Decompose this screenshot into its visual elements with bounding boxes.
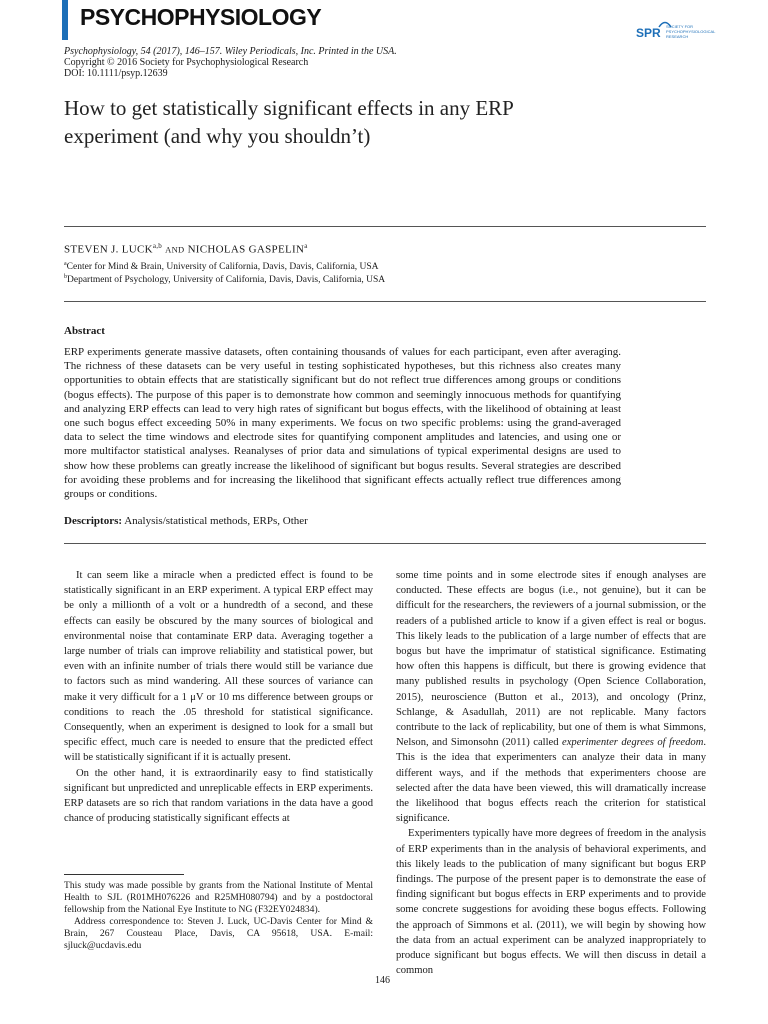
doi-line: DOI: 10.1111/psyp.12639: [64, 68, 168, 79]
descriptors-text: Analysis/statistical methods, ERPs, Other: [124, 515, 308, 527]
author-1-affiliation-mark: a,b: [152, 242, 163, 250]
abstract-body: ERP experiments generate massive datasets, often containing thousands of values for each participant, even after averaging. The richness of these datasets can be very useful in testing sophisticated hypotheses, but this richness also creates many opportunities to obtain effects that are statistically significant but do not reflect true differences among groups or conditions (bogus effects). The purpose of this paper is to demonstrate how common and seemingly innocuous methods for quantifying and analyzing ERP effects can lead to very high rates of significant but bogus effects, with the likelihood of obtaining at least one such bogus effect exceeding 50% in many experiments. We focus on two specific problems: using the grand-averaged data to select the time windows and electrode sites for quantifying component amplitudes and latencies, and using one or more multifactor statistical analyses. Reanalyses of prior data and simulations of typical experimental designs are used to show how these problems can greatly increase the likelihood of significant but bogus results. Several strategies are described for avoiding these problems and for increasing the likelihood that significant effects actually reflect true differences among groups or conditions.: [64, 346, 621, 501]
descriptors-label: Descriptors:: [64, 515, 123, 527]
author-conjunction: AND: [165, 244, 185, 255]
author-1: STEVEN J. LUCK: [64, 243, 153, 256]
logo-text: SPR: [636, 26, 661, 40]
citation-line: Psychophysiology, 54 (2017), 146–157. Wiley Periodicals, Inc. Printed in the USA.: [64, 46, 397, 57]
abstract-divider: [64, 543, 706, 544]
title-divider: [64, 226, 706, 227]
footnote-correspondence: Address correspondence to: Steven J. Luck, UC-Davis Center for Mind & Brain, 267 Cousteau Place, Davis, CA 95618, USA. E-mail: sjluck@ucdavis.edu: [64, 916, 373, 951]
body-paragraph: some time points and in some electrode sites if enough analyses are conducted. These effects are bogus (i.e., not genuine), but it can be difficult for the researchers, the reviewers of a journal submission, or the readers of a published article to know if a given effect is real or bogus. This likely leads to the publication of a large number of effects that are bogus but have the imprimatur of statistical significance. Estimating how often this happens is difficult, but there is growing evidence that many published results in psychology (Open Science Collaboration, 2015), neuroscience (Button et al., 2013), and oncology (Prinz, Schlange, & Asadullah, 2011) are not replicable. Many factors contribute to the lack of replicability, but one of them is what Simmons, Nelson, and Simonsohn (2011) called experimenter degrees of freedom. This is the idea that experimenters can analyze their data in many different ways, and if the methods that experimenters choose are selected after the data have been viewed, this will dramatically increase the likelihood that bogus effects reach the criterion for statistical significance.: [396, 570, 707, 825]
logo-subtext: SOCIETY FOR PSYCHOPHYSIOLOGICAL RESEARCH: [666, 24, 716, 39]
descriptors: [64, 515, 308, 527]
spr-logo: [636, 18, 716, 42]
footnote-funding: This study was made possible by grants from the National Institute of Mental Health to SJL (R01MH076226 and R25MH080794) and by a postdoctoral fellowship from the National Eye Institute to NG (F32EY024834).: [64, 880, 373, 915]
title-line-2: experiment (and why you shouldn’t): [64, 124, 371, 148]
journal-name: PSYCHOPHYSIOLOGY: [80, 4, 322, 30]
body-paragraph: It can seem like a miracle when a predicted effect is found to be statistically significant in an ERP experiment. A typical ERP effect may be only a millionth of a volt or a hundredth of a second, and these effects can easily be obscured by the many sources of biological and environmental noise that contaminate ERP data. Averaging together a large number of trials can improve reliability and statistical power, but even with an infinite number of trials there would still be variance due to factors such as mind wandering. All these sources of variance can make it very difficult for a 1 μV or 10 ms difference between groups or conditions to reach the .05 threshold for statistical significance. Consequently, when an experiment is designed to look for a small but specific effect, much care is needed to ensure that the predicted effect will be statistically significant if it is actually present.: [64, 570, 373, 764]
footnote: [64, 880, 373, 952]
author-2: NICHOLAS GASPELIN: [187, 243, 305, 256]
author-2-affiliation-mark: a: [304, 242, 308, 250]
affiliation-divider: [64, 301, 706, 302]
author-line: [64, 242, 308, 256]
page-number: 146: [375, 975, 390, 986]
article-title: [64, 94, 664, 150]
title-line-1: How to get statistically significant effects in any ERP: [64, 96, 514, 120]
affiliation-b: $^b$Department of Psychology, University of California, Davis, Davis, California, USA: [64, 274, 386, 286]
left-column: [64, 568, 373, 826]
right-column: [396, 568, 706, 978]
emphasized-term: experimenter degrees of freedom: [562, 737, 704, 749]
copyright-line: Copyright © 2016 Society for Psychophysiological Research: [64, 57, 309, 68]
body-paragraph: Experimenters typically have more degrees of freedom in the analysis of ERP experiments than in the analysis of behavioral experiments, and this likely leads to the publication of many significant but bogus ERP findings. The purpose of the present paper is to demonstrate the ease of finding significant but bogus effects in ERP experiments and to provide some concrete suggestions for avoiding these bogus effects. Following the approach of Simmons et al. (2011), we will begin by showing how the data from an actual experiment can be analyzed inappropriately to produce significant but bogus effects. We will then discuss in detail a common: [396, 828, 706, 977]
footnote-divider: [64, 874, 184, 875]
body-paragraph: On the other hand, it is extraordinarily easy to find statistically significant but unpredicted and unreplicable effects in ERP experiments. ERP datasets are so rich that random variations in the data have a good chance of producing statistically significant effects at: [64, 767, 373, 825]
journal-color-bar: [62, 0, 68, 40]
abstract-heading: Abstract: [64, 325, 105, 337]
affiliation-a: $^a$Center for Mind & Brain, University of California, Davis, Davis, California, USA: [64, 261, 379, 273]
